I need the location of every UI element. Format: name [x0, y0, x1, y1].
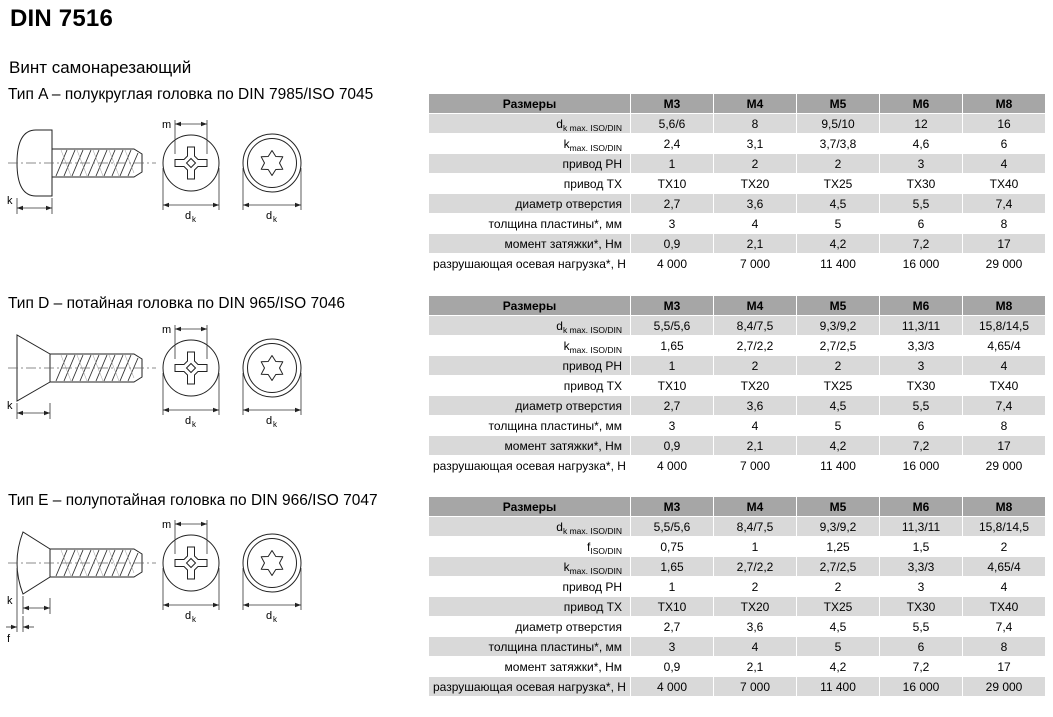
table-row	[429, 316, 1046, 336]
value-cell: 4,2	[797, 234, 880, 254]
row-label: привод TX	[429, 174, 631, 194]
value-cell: TX30	[880, 597, 963, 617]
value-cell: 7,4	[963, 617, 1046, 637]
value-cell: 9,5/10	[797, 114, 880, 134]
column-header-size: M8	[963, 94, 1046, 114]
dim-label-dk: d	[185, 210, 192, 222]
raised-countersunk-head-screw-side-view	[6, 532, 156, 645]
value-cell: 2,1	[714, 657, 797, 677]
dim-label-dk-sub: k	[273, 215, 277, 224]
value-cell: 5	[797, 637, 880, 657]
row-label: привод TX	[429, 597, 631, 617]
value-cell: 4	[963, 577, 1046, 597]
value-cell: 7,4	[963, 194, 1046, 214]
dim-label-dk: d	[266, 415, 273, 427]
value-cell: 3,6	[714, 194, 797, 214]
value-cell: 3,3/3	[880, 557, 963, 577]
row-label: разрушающая осевая нагрузка*, Н	[429, 677, 631, 697]
value-cell: 2,7/2,5	[797, 557, 880, 577]
row-label: $f_{ISO/DIN}$	[429, 537, 631, 557]
value-cell: 5,6/6	[631, 114, 714, 134]
value-cell: 16 000	[880, 456, 963, 476]
table-row	[429, 456, 1046, 476]
value-cell: TX25	[797, 174, 880, 194]
value-cell: 5,5/5,6	[631, 517, 714, 537]
row-label: привод PH	[429, 577, 631, 597]
column-header-size: M5	[797, 497, 880, 517]
table-row	[429, 336, 1046, 356]
table-row	[429, 577, 1046, 597]
row-label: момент затяжки*, Нм	[429, 436, 631, 456]
dim-label-dk-sub: k	[192, 420, 196, 429]
row-label: разрушающая осевая нагрузка*, Н	[429, 254, 631, 274]
value-cell: 6	[880, 416, 963, 436]
value-cell: 5,5	[880, 194, 963, 214]
value-cell: 17	[963, 234, 1046, 254]
table-row	[429, 254, 1046, 274]
value-cell: 2	[797, 356, 880, 376]
column-header-size: M6	[880, 296, 963, 316]
value-cell: 29 000	[963, 254, 1046, 274]
dim-label-dk: d	[185, 415, 192, 427]
row-label: $k_{max. ISO/DIN}$	[429, 134, 631, 154]
value-cell: 7,2	[880, 657, 963, 677]
value-cell: 2,7	[631, 617, 714, 637]
value-cell: 3	[631, 637, 714, 657]
type-e-technical-drawing	[4, 508, 424, 648]
column-header-size: M6	[880, 94, 963, 114]
value-cell: 6	[963, 134, 1046, 154]
value-cell: 6	[880, 637, 963, 657]
value-cell: 2,7/2,5	[797, 336, 880, 356]
column-header-size: M4	[714, 296, 797, 316]
dim-label-k: k	[7, 400, 13, 412]
table-row	[429, 677, 1046, 697]
value-cell: 8	[714, 114, 797, 134]
row-label: диаметр отверстия	[429, 617, 631, 637]
value-cell: 0,9	[631, 657, 714, 677]
value-cell: 7,2	[880, 436, 963, 456]
value-cell: TX40	[963, 376, 1046, 396]
value-cell: 2	[714, 356, 797, 376]
table-header-row	[429, 497, 1046, 517]
value-cell: TX25	[797, 597, 880, 617]
value-cell: 8	[963, 637, 1046, 657]
column-header-size: M5	[797, 94, 880, 114]
table-row	[429, 537, 1046, 557]
value-cell: 8,4/7,5	[714, 316, 797, 336]
value-cell: TX20	[714, 597, 797, 617]
column-header-size: M4	[714, 94, 797, 114]
value-cell: 4,2	[797, 657, 880, 677]
table-row	[429, 154, 1046, 174]
column-header-size: M8	[963, 497, 1046, 517]
value-cell: 8	[963, 214, 1046, 234]
value-cell: 11,3/11	[880, 316, 963, 336]
value-cell: 2,1	[714, 234, 797, 254]
value-cell: TX20	[714, 174, 797, 194]
table-row	[429, 436, 1046, 456]
torx-recess-front-view	[243, 134, 301, 224]
value-cell: TX10	[631, 376, 714, 396]
table-row	[429, 174, 1046, 194]
value-cell: 15,8/14,5	[963, 517, 1046, 537]
value-cell: 4,2	[797, 436, 880, 456]
value-cell: 6	[880, 214, 963, 234]
row-label: разрушающая осевая нагрузка*, Н	[429, 456, 631, 476]
column-header-size: M3	[631, 296, 714, 316]
value-cell: 4,5	[797, 194, 880, 214]
column-header-size: M8	[963, 296, 1046, 316]
value-cell: 29 000	[963, 677, 1046, 697]
value-cell: 1,25	[797, 537, 880, 557]
value-cell: TX30	[880, 376, 963, 396]
value-cell: 29 000	[963, 456, 1046, 476]
value-cell: 5,5	[880, 617, 963, 637]
row-label: диаметр отверстия	[429, 396, 631, 416]
table-row	[429, 356, 1046, 376]
dim-label-dk-sub: k	[192, 615, 196, 624]
type-a-technical-drawing	[4, 108, 424, 233]
page-subtitle: Винт самонарезающий	[9, 58, 192, 77]
value-cell: 9,3/9,2	[797, 517, 880, 537]
value-cell: 12	[880, 114, 963, 134]
value-cell: 7 000	[714, 254, 797, 274]
dim-label-m: m	[162, 119, 172, 131]
value-cell: TX40	[963, 174, 1046, 194]
table-row	[429, 396, 1046, 416]
torx-recess-front-view	[243, 339, 301, 429]
row-label: $k_{max. ISO/DIN}$	[429, 336, 631, 356]
column-header-sizes: Размеры	[429, 94, 631, 114]
value-cell: TX10	[631, 174, 714, 194]
value-cell: 3,7/3,8	[797, 134, 880, 154]
value-cell: 2,4	[631, 134, 714, 154]
value-cell: 5,5	[880, 396, 963, 416]
value-cell: 4	[714, 214, 797, 234]
torx-recess-front-view	[243, 534, 301, 624]
row-label: $d_{k max. ISO/DIN}$	[429, 114, 631, 134]
value-cell: 1,5	[880, 537, 963, 557]
value-cell: 8	[963, 416, 1046, 436]
type-a-spec-table	[428, 93, 1046, 274]
value-cell: 11 400	[797, 456, 880, 476]
value-cell: 7 000	[714, 677, 797, 697]
column-header-sizes: Размеры	[429, 296, 631, 316]
value-cell: 16 000	[880, 254, 963, 274]
row-label: $d_{k max. ISO/DIN}$	[429, 316, 631, 336]
value-cell: 11 400	[797, 677, 880, 697]
value-cell: 3	[631, 416, 714, 436]
table-header-row	[429, 296, 1046, 316]
value-cell: 0,75	[631, 537, 714, 557]
type-e-spec-table	[428, 496, 1046, 697]
table-row	[429, 597, 1046, 617]
row-label: привод PH	[429, 154, 631, 174]
dim-label-dk: d	[185, 610, 192, 622]
countersunk-head-screw-side-view	[7, 335, 156, 419]
value-cell: TX10	[631, 597, 714, 617]
value-cell: 5	[797, 214, 880, 234]
value-cell: 5	[797, 416, 880, 436]
row-label: $d_{k max. ISO/DIN}$	[429, 517, 631, 537]
value-cell: 3,6	[714, 617, 797, 637]
value-cell: 1	[631, 577, 714, 597]
value-cell: 4	[714, 637, 797, 657]
phillips-recess-front-view	[162, 324, 219, 429]
dim-label-dk-sub: k	[273, 420, 277, 429]
value-cell: 2,1	[714, 436, 797, 456]
value-cell: 4,65/4	[963, 336, 1046, 356]
column-header-size: M5	[797, 296, 880, 316]
table-row	[429, 114, 1046, 134]
value-cell: 1,65	[631, 557, 714, 577]
value-cell: 4,5	[797, 396, 880, 416]
row-label: толщина пластины*, мм	[429, 416, 631, 436]
value-cell: 4,65/4	[963, 557, 1046, 577]
dim-label-m: m	[162, 519, 172, 531]
value-cell: 4,6	[880, 134, 963, 154]
value-cell: 2,7	[631, 396, 714, 416]
table-row	[429, 557, 1046, 577]
value-cell: 2	[963, 537, 1046, 557]
row-label: толщина пластины*, мм	[429, 637, 631, 657]
value-cell: 3	[880, 577, 963, 597]
row-label: толщина пластины*, мм	[429, 214, 631, 234]
dim-label-dk: d	[266, 210, 273, 222]
value-cell: 2,7/2,2	[714, 557, 797, 577]
value-cell: 1	[714, 537, 797, 557]
value-cell: 4	[963, 154, 1046, 174]
value-cell: 3	[880, 154, 963, 174]
column-header-size: M6	[880, 497, 963, 517]
value-cell: TX25	[797, 376, 880, 396]
value-cell: 8,4/7,5	[714, 517, 797, 537]
value-cell: 0,9	[631, 436, 714, 456]
row-label: диаметр отверстия	[429, 194, 631, 214]
value-cell: 16 000	[880, 677, 963, 697]
value-cell: 9,3/9,2	[797, 316, 880, 336]
row-label: $k_{max. ISO/DIN}$	[429, 557, 631, 577]
page-title: DIN 7516	[10, 5, 113, 32]
pan-head-screw-side-view	[7, 130, 156, 214]
value-cell: 4,5	[797, 617, 880, 637]
table-row	[429, 517, 1046, 537]
column-header-size: M4	[714, 497, 797, 517]
value-cell: 0,9	[631, 234, 714, 254]
value-cell: 3	[631, 214, 714, 234]
dim-label-k: k	[7, 595, 13, 607]
phillips-recess-front-view	[162, 519, 219, 624]
dim-label-dk: d	[266, 610, 273, 622]
table-row	[429, 214, 1046, 234]
section-title-type-d: Тип D – потайная головка по DIN 965/ISO 7046	[8, 295, 346, 312]
type-d-spec-table	[428, 295, 1046, 476]
dim-label-dk-sub: k	[192, 215, 196, 224]
value-cell: 4 000	[631, 677, 714, 697]
value-cell: 4 000	[631, 456, 714, 476]
value-cell: 7,4	[963, 396, 1046, 416]
value-cell: 15,8/14,5	[963, 316, 1046, 336]
value-cell: 2,7	[631, 194, 714, 214]
table-row	[429, 376, 1046, 396]
table-row	[429, 134, 1046, 154]
table-row	[429, 657, 1046, 677]
value-cell: 7 000	[714, 456, 797, 476]
section-title-type-a: Тип A – полукруглая головка по DIN 7985/ISO 7045	[8, 86, 374, 103]
row-label: привод TX	[429, 376, 631, 396]
value-cell: 1,65	[631, 336, 714, 356]
value-cell: 4	[714, 416, 797, 436]
dim-label-f: f	[7, 633, 11, 645]
value-cell: 2,7/2,2	[714, 336, 797, 356]
value-cell: TX40	[963, 597, 1046, 617]
table-row	[429, 234, 1046, 254]
value-cell: 16	[963, 114, 1046, 134]
value-cell: 2	[797, 154, 880, 174]
type-d-technical-drawing	[4, 313, 424, 438]
value-cell: TX20	[714, 376, 797, 396]
phillips-recess-front-view	[162, 119, 219, 224]
value-cell: 2	[714, 577, 797, 597]
value-cell: 17	[963, 657, 1046, 677]
value-cell: TX30	[880, 174, 963, 194]
value-cell: 3,3/3	[880, 336, 963, 356]
value-cell: 1	[631, 154, 714, 174]
value-cell: 11 400	[797, 254, 880, 274]
value-cell: 5,5/5,6	[631, 316, 714, 336]
value-cell: 4 000	[631, 254, 714, 274]
table-row	[429, 194, 1046, 214]
row-label: привод PH	[429, 356, 631, 376]
dim-label-k: k	[7, 195, 13, 207]
value-cell: 3,1	[714, 134, 797, 154]
value-cell: 1	[631, 356, 714, 376]
table-row	[429, 617, 1046, 637]
value-cell: 7,2	[880, 234, 963, 254]
table-row	[429, 637, 1046, 657]
value-cell: 11,3/11	[880, 517, 963, 537]
value-cell: 2	[714, 154, 797, 174]
row-label: момент затяжки*, Нм	[429, 234, 631, 254]
dim-label-m: m	[162, 324, 172, 336]
value-cell: 3,6	[714, 396, 797, 416]
column-header-sizes: Размеры	[429, 497, 631, 517]
column-header-size: M3	[631, 497, 714, 517]
table-header-row	[429, 94, 1046, 114]
table-row	[429, 416, 1046, 436]
value-cell: 17	[963, 436, 1046, 456]
dim-label-dk-sub: k	[273, 615, 277, 624]
section-title-type-e: Тип E – полупотайная головка по DIN 966/ISO 7047	[8, 492, 378, 509]
value-cell: 2	[797, 577, 880, 597]
value-cell: 4	[963, 356, 1046, 376]
column-header-size: M3	[631, 94, 714, 114]
value-cell: 3	[880, 356, 963, 376]
row-label: момент затяжки*, Нм	[429, 657, 631, 677]
